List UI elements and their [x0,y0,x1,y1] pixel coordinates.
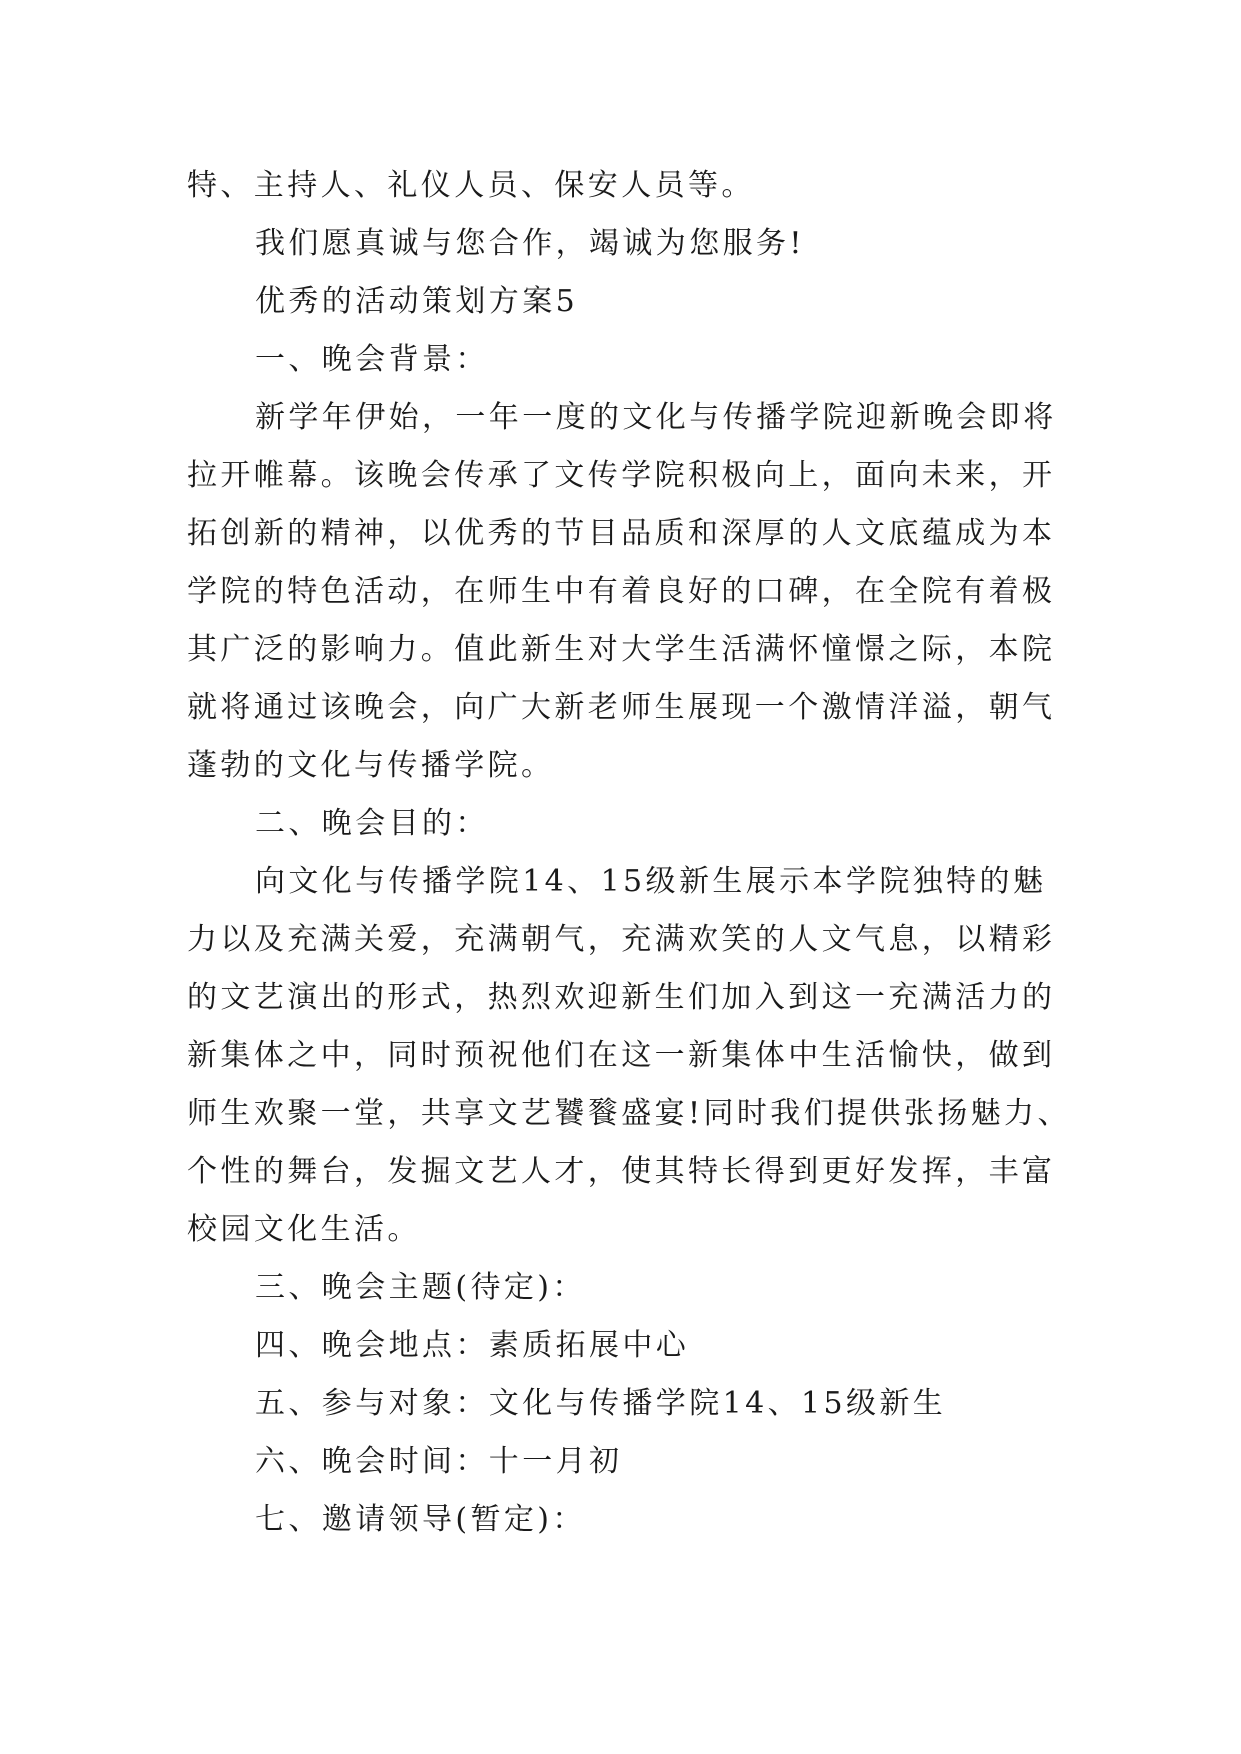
paragraph-line: 的文艺演出的形式，热烈欢迎新生们加入到这一充满活力的 [187,980,1056,1015]
paragraph-line: 拓创新的精神，以优秀的节目品质和深厚的人文底蕴成为本 [187,516,1056,551]
section-heading: 七、邀请领导(暂定)： [255,1502,586,1537]
paragraph-line: 蓬勃的文化与传播学院。 [187,748,555,783]
paragraph-line: 其广泛的影响力。值此新生对大学生活满怀憧憬之际，本院 [187,632,1056,667]
paragraph-line: 就将通过该晚会，向广大新老师生展现一个激情洋溢，朝气 [187,690,1056,725]
paragraph-line: 学院的特色活动，在师生中有着良好的口碑，在全院有着极 [187,574,1056,609]
section-heading: 五、参与对象：文化与传播学院14、15级新生 [255,1386,947,1421]
paragraph-line: 个性的舞台，发掘文艺人才，使其特长得到更好发挥，丰富 [187,1154,1056,1189]
paragraph-line: 力以及充满关爱，充满朝气，充满欢笑的人文气息，以精彩 [187,922,1056,957]
section-heading: 三、晚会主题(待定)： [255,1270,586,1305]
paragraph-line: 校园文化生活。 [187,1212,421,1247]
section-heading: 一、晚会背景： [255,342,489,377]
paragraph-line: 新学年伊始，一年一度的文化与传播学院迎新晚会即将 [255,400,1057,435]
section-heading: 四、晚会地点：素质拓展中心 [255,1328,690,1363]
section-heading: 二、晚会目的： [255,806,489,841]
section-heading: 六、晚会时间：十一月初 [255,1444,623,1479]
paragraph-line: 我们愿真诚与您合作，竭诚为您服务! [255,226,805,261]
paragraph-line: 师生欢聚一堂，共享文艺饕餮盛宴!同时我们提供张扬魅力、 [187,1096,1071,1131]
paragraph-line: 特、主持人、礼仪人员、保安人员等。 [187,168,755,203]
paragraph-line: 新集体之中，同时预祝他们在这一新集体中生活愉快，做到 [187,1038,1056,1073]
section-heading: 优秀的活动策划方案5 [255,284,579,319]
paragraph-line: 向文化与传播学院14、15级新生展示本学院独特的魅 [255,864,1047,899]
paragraph-line: 拉开帷幕。该晚会传承了文传学院积极向上，面向未来，开 [187,458,1056,493]
